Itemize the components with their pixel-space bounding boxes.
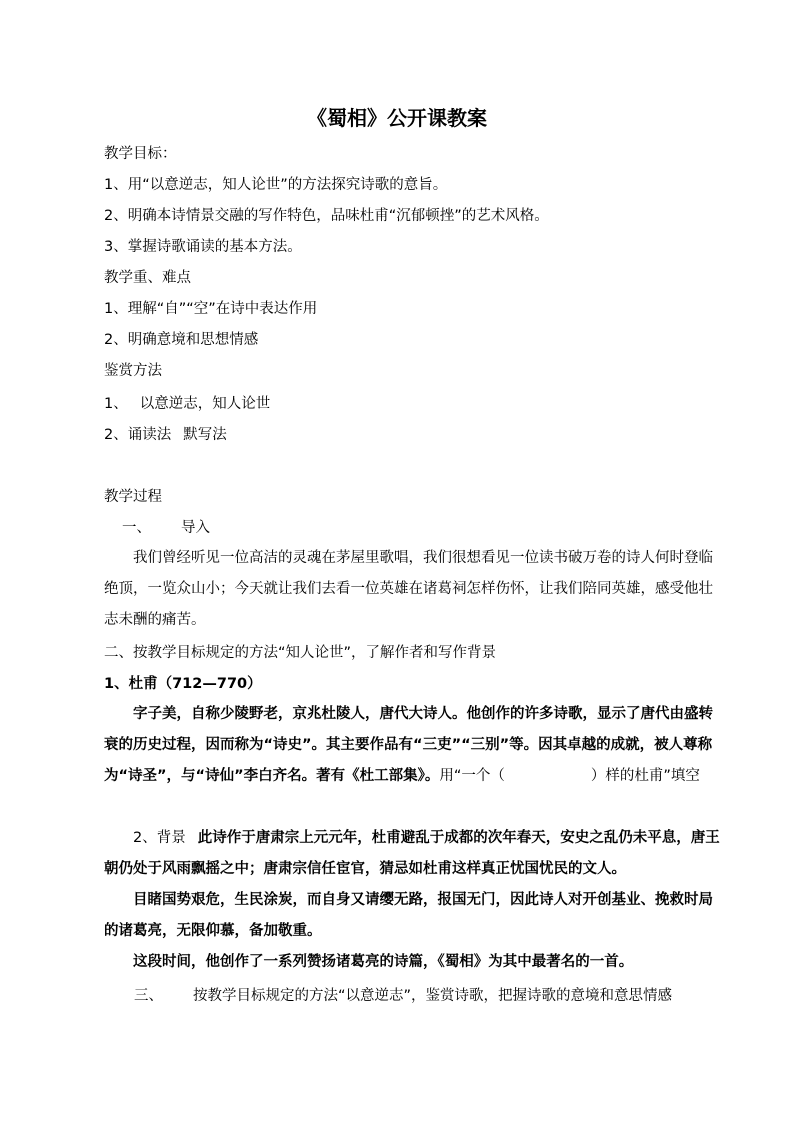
step-1-number: 一、 xyxy=(122,520,151,536)
method-item-2-b: 默写法 xyxy=(183,427,227,443)
step-1-heading xyxy=(122,518,210,538)
background-paragraph xyxy=(104,823,726,885)
step-2-heading: 二、按教学目标规定的方法“知人论世”，了解作者和写作背景 xyxy=(104,645,497,661)
intro-paragraph: 我们曾经听见一位高洁的灵魂在茅屋里歌唱，我们很想看见一位读书破万卷的诗人何时登临绝顶，一览众山小；今天就让我们去看一位英雄在诸葛祠怎样伤怀，让我们陪同英雄，感受他壮志未酬的痛苦。 xyxy=(104,550,713,628)
step-3-text: 按教学目标规定的方法“以意逆志”，鉴赏诗歌，把握诗歌的意境和意思情感 xyxy=(193,988,673,1004)
keypoints-heading: 教学重、难点 xyxy=(104,270,191,286)
objective-item-2: 2、明确本诗情景交融的写作特色，品味杜甫“沉郁顿挫”的艺术风格。 xyxy=(104,208,549,224)
background-paragraph-3: 这段时间，他创作了一系列赞扬诸葛亮的诗篇，《蜀相》为其中最著名的一首。 xyxy=(133,954,634,970)
keypoint-item-1: 1、理解“自”“空”在诗中表达作用 xyxy=(104,301,318,317)
method-item-1 xyxy=(104,394,270,414)
objective-item-3: 3、掌握诗歌诵读的基本方法。 xyxy=(104,239,302,255)
background-text: 此诗作于唐肃宗上元元年，杜甫避乱于成都的次年春天，安史之乱仍未平息，唐王朝仍处于风雨飘摇之中；唐肃宗信任宦官，猜忌如杜甫这样真正忧国忧民的文人。 xyxy=(104,830,720,877)
background-label: 2、背景 xyxy=(133,830,186,846)
step-1-text: 导入 xyxy=(181,520,210,536)
author-heading: 1、杜甫（712—770） xyxy=(104,676,262,692)
fill-blank-prompt: 用“一个（ ）样的杜甫”填空 xyxy=(439,768,700,784)
step-3-heading xyxy=(134,986,672,1006)
method-item-2-a: 2、诵读法 xyxy=(104,427,172,443)
author-paragraph xyxy=(104,699,726,792)
method-item-1-text: 以意逆志，知人论世 xyxy=(139,396,271,412)
objective-item-1: 1、用“以意逆志，知人论世”的方法探究诗歌的意旨。 xyxy=(104,177,448,193)
process-heading: 教学过程 xyxy=(104,489,162,505)
method-item-2 xyxy=(104,425,227,445)
objectives-heading: 教学目标： xyxy=(104,146,177,162)
page-title: 《蜀相》公开课教案 xyxy=(307,106,487,130)
background-paragraph-2: 目睹国势艰危，生民涂炭，而自身又请缨无路，报国无门，因此诗人对开创基业、挽救时局的诸葛亮，无限仰慕，备加敬重。 xyxy=(104,892,713,939)
author-paragraph-text: 字子美，自称少陵野老，京兆杜陵人，唐代大诗人。他创作的许多诗歌，显示了唐代由盛转衰的历史过程，因而称为“诗史”。其主要作品有“三吏”“三别”等。因其卓越的成就，被人尊称为“诗圣”，与“诗仙”李白齐名。著有《杜工部集》。 xyxy=(104,706,713,784)
method-item-1-number: 1、 xyxy=(104,396,128,412)
keypoint-item-2: 2、明确意境和思想情感 xyxy=(104,332,259,348)
step-3-number: 三、 xyxy=(134,988,163,1004)
methods-heading: 鉴赏方法 xyxy=(104,363,162,379)
